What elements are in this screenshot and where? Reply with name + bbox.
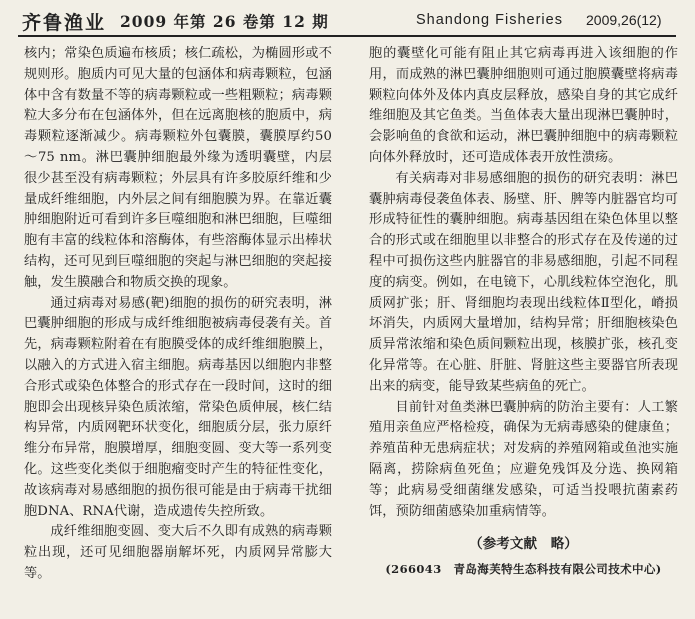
page-header — [0, 0, 695, 36]
author-affiliation: (266043 青岛海芙特生态科技有限公司技术中心) — [385, 562, 662, 577]
paragraph: 成纤维细胞变圆、变大后不久即有成熟的病毒颗粒出现，还可见细胞器崩解坏死，内质网异常膨大等。 — [24, 524, 332, 581]
paragraph: 有关病毒对非易感细胞的损伤的研究表明：淋巴囊肿病毒侵袭鱼体表、肠壁、肝、脾等内脏器官均可形成特征性的囊肿细胞。病毒基因组在染色体里以整合的形式或在细胞里以非整合的形式存在及传递的过程中可损伤这些内脏器官的非易感细胞，引起不同程度的病变。例如，在电镜下，心肌线粒体空泡化，肌质网扩张；肝、肾细胞均表现出线粒体Ⅱ型化，嵴损坏消失，内质网大量增加，结构异常；肝细胞核染色质异常浓缩和染色质间颗粒出现，核膜扩张，核孔变化异常等。在心脏、肝脏、肾脏这些主要器官所表现出来的病变，能导致某些病鱼的死亡。 — [369, 170, 678, 394]
journal-name-english: Shandong Fisheries — [416, 12, 563, 28]
header-rule — [18, 35, 676, 37]
year-volume-issue: 2009,26(12) — [586, 12, 662, 28]
left-column — [24, 44, 332, 585]
paragraph: 胞的囊壁化可能有阻止其它病毒再进入该细胞的作用，而成熟的淋巴囊肿细胞则可通过胞膜囊壁将病毒颗粒向体外及体内真皮层释放，感染自身的其它成纤维细胞及其它鱼类。当鱼体表大量出现淋巴囊肿时，会影响鱼的食欲和运动，淋巴囊肿细胞中的病毒颗粒向体外释放时，还可造成体表开放性溃疡。 — [369, 46, 678, 165]
paragraph: 核内；常染色质遍布核质；核仁疏松，为椭圆形或不规则形。胞质内可见大量的包涵体和病毒颗粒，包涵体中含有数量不等的病毒颗粒或一些粗颗粒；病毒颗粒大多分布在包涵体外，但在远离胞核的胞质中，病毒颗粒逐渐减少。病毒颗粒外包囊膜，囊膜厚约50～75 nm。淋巴囊肿细胞最外缘为透明囊壁，内层很少甚至没有病毒颗粒；外层具有许多胶原纤维和少量成纤维细胞，内外层之间有细胞膜为界。在靠近囊肿细胞附近可看到许多巨噬细胞和淋巴细胞，巨噬细胞有丰富的线粒体和溶酶体，有些溶酶体显示出棒状结构，还可见到巨噬细胞的突起与淋巴细胞的突起接触，发生膜融合和物质交换的现象。 — [24, 46, 332, 290]
references-note: （参考文献 略） — [469, 536, 578, 553]
journal-name: 齐鲁渔业 — [22, 12, 107, 34]
right-column — [369, 44, 678, 580]
paragraph: 通过病毒对易感(靶)细胞的损伤的研究表明，淋巴囊肿细胞的形成与成纤维细胞被病毒侵袭有关。首先，病毒颗粒附着在有胞膜受体的成纤维细胞膜上，以融入的方式进入宿主细胞。病毒基因以细胞内非整合形式或染色体整合的形式存在一段时间，这时的细胞即会出现核异染色质浓缩，常染色质伸展，核仁结构异常，内质网靶环状变化，细胞质分层，张力原纤维分布异常，胞膜增厚，细胞变圆、变大等一系列变化。这些变化类似于细胞瘤变时产生的特征性变化，故该病毒对易感细胞的损伤很可能是由于病毒干扰细胞DNA、RNA代谢，造成遗传失控所致。 — [24, 295, 332, 519]
paragraph: 目前针对鱼类淋巴囊肿病的防治主要有：人工繁殖用亲鱼应严格检疫，确保为无病毒感染的健康鱼；养殖苗种无患病症状；对发病的养殖网箱或鱼池实施隔离，捞除病鱼死鱼；应避免残饵及分选、换网箱等；此病易受细菌继发感染，可适当投喂抗菌素药饵，预防细菌感染加重病情等。 — [369, 399, 678, 519]
issue-info: 2009 年第 26 卷第 12 期 — [120, 12, 329, 31]
